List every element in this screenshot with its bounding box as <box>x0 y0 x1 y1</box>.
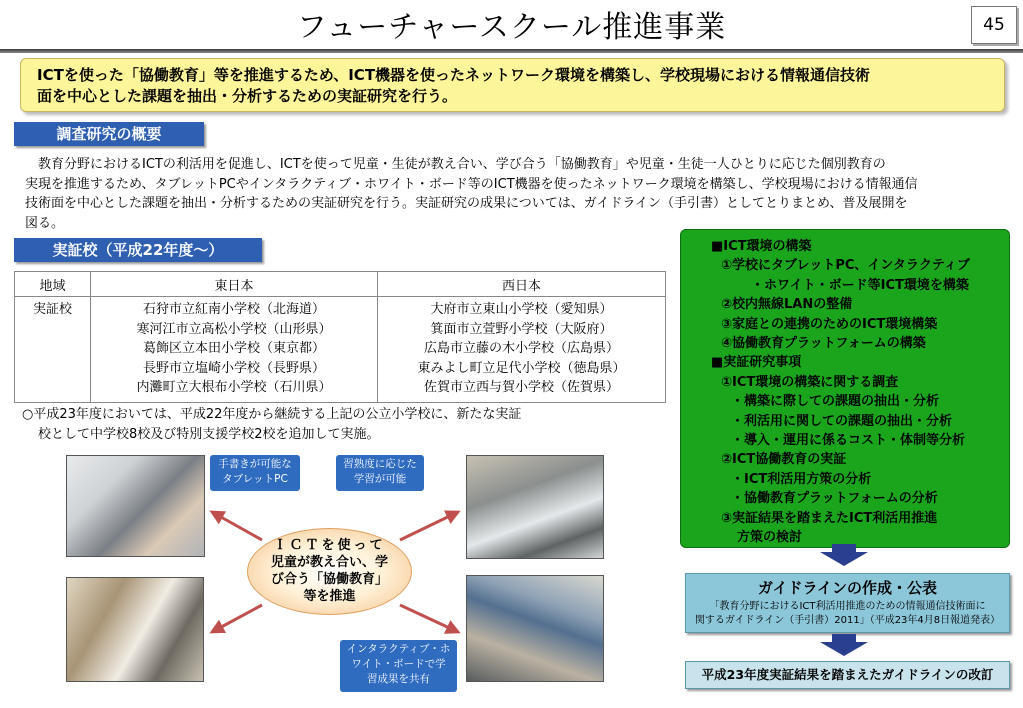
photo-group-learning <box>66 577 204 682</box>
overview-text <box>25 155 1000 233</box>
east-schools-cell <box>91 297 378 403</box>
west-schools-cell <box>378 297 666 403</box>
school-item: 大府市立東山小学校（愛知県） <box>430 302 613 317</box>
school-item: 佐賀市立西与賀小学校（佐賀県） <box>423 380 619 395</box>
school-item: 箕面市立萱野小学校（大阪府） <box>430 321 613 337</box>
schools-heading: 実証校（平成22年度～） <box>14 238 262 262</box>
callout-board-line-3: 習成果を共有 <box>367 673 430 685</box>
summary-box <box>20 58 1005 112</box>
callout-board-line-1: インタラクティブ・ホ <box>346 643 451 655</box>
arrow-group <box>212 605 262 632</box>
activity-line: ・導入・運用に係るコスト・体制等分析 <box>731 433 966 449</box>
arrow-whiteboard <box>400 605 458 632</box>
callout-level-line-2: 学習が可能 <box>353 473 407 485</box>
overview-line-2: 実現を推進するため、タブレットPCやインタラクティブ・ホワイト・ボード等のICT機器を使ったネットワーク環境を構築し、学校現場における情報通信 <box>25 176 918 192</box>
note-line-1: ○平成23年度においては、平成22年度から継続する上記の公立小学校に、新たな実証 <box>22 407 522 422</box>
guideline-sub-line-2: 関するガイドライン（手引書）2011」（平成23年4月8日報道発表） <box>694 615 1001 626</box>
title-divider <box>0 49 1023 53</box>
photo-interactive-whiteboard <box>466 575 604 682</box>
activity-line: ③実証結果を踏まえたICT利活用推進 <box>721 510 938 526</box>
page-number: 45 <box>971 6 1017 44</box>
callout-tablet <box>210 455 300 491</box>
callout-tablet-line-1: 手書きが可能な <box>218 458 292 470</box>
callout-proficiency <box>336 455 424 491</box>
center-line-2: 児童が教え合い、学 <box>270 555 388 570</box>
overview-line-1: 教育分野におけるICTの利活用を促進し、ICTを使って児童・生徒が教え合い、学び合う「協働教育」や児童・生徒一人ひとりに応じた個別教育の <box>38 157 886 172</box>
school-item: 広島市立藤の木小学校（広島県） <box>423 341 619 356</box>
activities-box <box>680 229 1010 548</box>
school-item: 東みよし町立足代小学校（徳島県） <box>417 360 626 376</box>
school-item: 長野市立塩崎小学校（長野県） <box>142 360 325 376</box>
overview-line-4: 図る。 <box>25 215 65 231</box>
school-item: 石狩市立紅南小学校（北海道） <box>142 302 325 317</box>
activity-line: ①学校にタブレットPC、インタラクティブ <box>721 258 970 274</box>
summary-line-2: 面を中心とした課題を抽出・分析するための実証研究を行う。 <box>37 87 458 105</box>
callout-tablet-line-2: タブレットPC <box>222 473 288 485</box>
revision-box: 平成23年度実証結果を踏まえたガイドラインの改訂 <box>685 661 1010 689</box>
center-line-3: び合う「協働教育」 <box>270 572 388 587</box>
callout-whiteboard <box>340 640 457 692</box>
row-label: 実証校 <box>15 297 91 403</box>
center-line-4: 等を推進 <box>303 589 356 604</box>
header-west: 西日本 <box>378 272 666 297</box>
activity-line: ■実証研究事項 <box>711 355 802 371</box>
center-line-1: ＩＣＴを使って <box>273 538 386 553</box>
photo-tablet-handwriting <box>66 455 205 557</box>
table-header-row <box>15 272 666 297</box>
activity-line: ・ICT利活用方策の分析 <box>731 471 872 487</box>
callout-board-line-2: ワイト・ボードで学 <box>351 658 446 670</box>
activity-line: 方策の検討 <box>737 530 803 546</box>
photo-classroom-tablets <box>466 455 604 559</box>
expansion-note <box>22 405 622 444</box>
page-title: フューチャースクール推進事業 <box>296 10 727 45</box>
arrow-proficiency <box>400 512 458 540</box>
activity-line: ・利活用に関しての課題の抽出・分析 <box>731 413 953 429</box>
flow-arrow-down-icon <box>820 642 868 656</box>
collaborative-learning-oval <box>247 528 412 615</box>
school-item: 葛飾区立本田小学校（東京都） <box>142 341 325 356</box>
activity-line: ②校内無線LANの整備 <box>721 297 853 313</box>
schools-table <box>14 271 666 403</box>
school-item: 内灘町立大根布小学校（石川県） <box>136 380 332 395</box>
callout-level-line-1: 習熟度に応じた <box>343 458 417 470</box>
school-item: 寒河江市立高松小学校（山形県） <box>136 321 332 337</box>
header-east: 東日本 <box>91 272 378 297</box>
flow-arrow-down-icon <box>820 552 868 566</box>
activity-line: ①ICT環境の構築に関する調査 <box>721 374 899 390</box>
header-region: 地域 <box>15 272 91 297</box>
guideline-sub-line-1: 「教育分野におけるICT利活用推進のための情報通信技術面に <box>709 601 986 612</box>
activity-line: ・ホワイト・ボード等ICT環境を構築 <box>751 277 969 293</box>
guideline-subtitle <box>686 600 1009 628</box>
arrow-tablet <box>212 512 262 540</box>
note-line-2: 校として中学校8校及び特別支援学校2校を追加して実施。 <box>38 426 380 442</box>
activity-line: ■ICT環境の構築 <box>711 239 812 254</box>
activity-line: ②ICT協働教育の実証 <box>721 452 847 468</box>
overview-heading: 調査研究の概要 <box>14 122 204 146</box>
activity-line: ・協働教育プラットフォームの分析 <box>731 491 938 507</box>
activity-line: ④協働教育プラットフォームの構築 <box>721 336 926 352</box>
guideline-box <box>685 573 1010 633</box>
guideline-title: ガイドラインの作成・公表 <box>757 579 938 597</box>
activity-line: ③家庭との連携のためのICT環境構築 <box>721 316 938 332</box>
activity-line: ・構築に際しての課題の抽出・分析 <box>731 394 940 410</box>
table-row <box>15 297 666 403</box>
overview-line-3: 技術面を中心とした課題を抽出・分析するための実証研究を行う。実証研究の成果については、ガイドライン（手引書）としてとりまとめ、普及展開を <box>25 196 908 211</box>
summary-line-1: ICTを使った「協働教育」等を推進するため、ICT機器を使ったネットワーク環境を構築し、学校現場における情報通信技術 <box>37 66 871 84</box>
